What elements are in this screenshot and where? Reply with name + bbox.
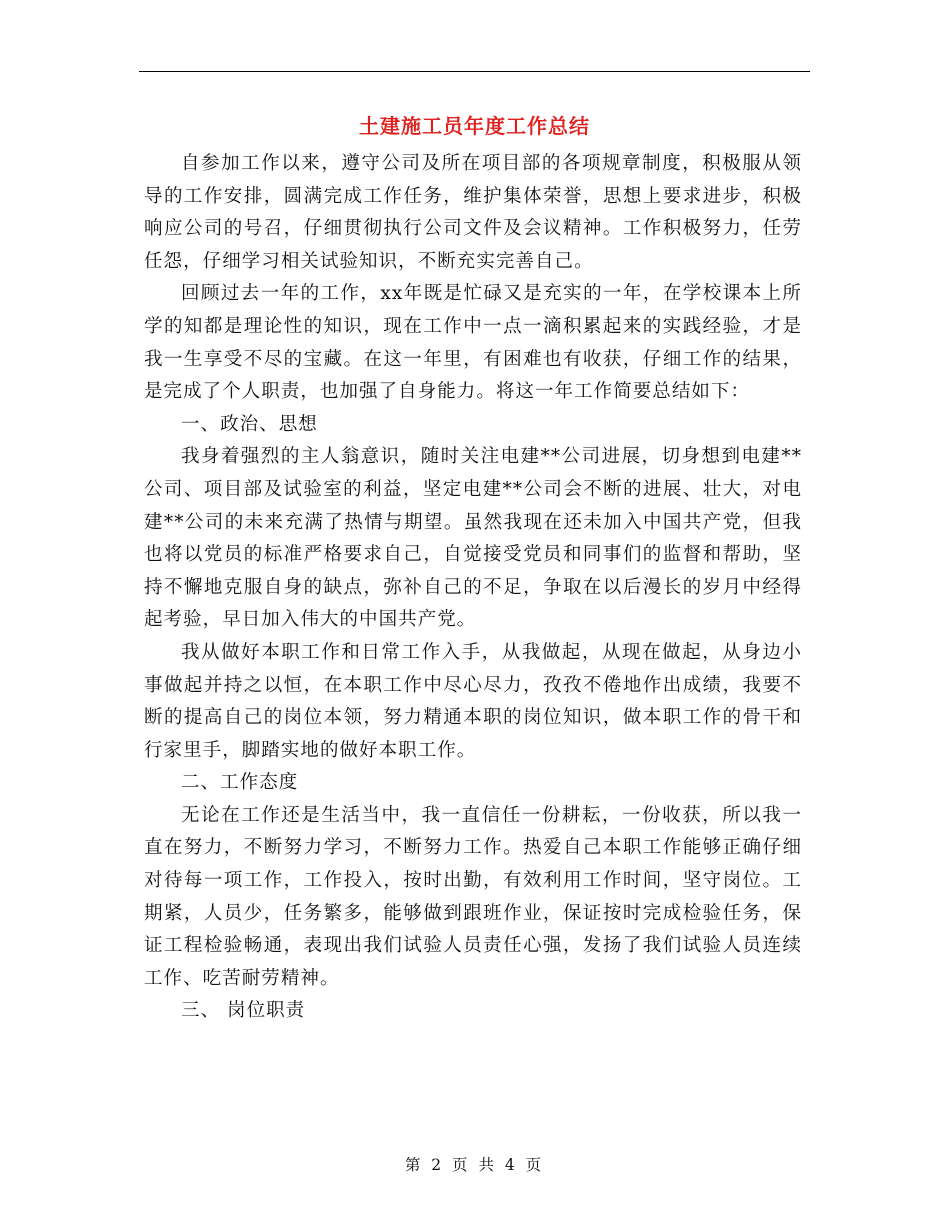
section-heading-politics: 一、政治、思想 [181,413,318,435]
section1-paragraph-1: 我身着强烈的主人翁意识，随时关注电建**公司进展，切身想到电建**公司、项目部及试验室的利益，坚定电建**公司会不断的进展、壮大，对电建**公司的未来充满了热情与期望。虽然我现在还未加入中国共产党，但我也将以党员的标准严格要求自己，自觉接受党员和同事们的监督和帮助，坚持不懈地克服自身的缺点，弥补自己的不足，争取在以后漫长的岁月中经得起考验，早日加入伟大的中国共产党。 [144,446,802,631]
section1-paragraph-2: 我从做好本职工作和日常工作入手，从我做起，从现在做起，从身边小事做起并持之以恒，在本职工作中尽心尽力，孜孜不倦地作出成绩，我要不断的提高自己的岗位本领，努力精通本职的岗位知识，做本职工作的骨干和行家里手，脚踏实地的做好本职工作。 [144,641,802,761]
intro-paragraph-2: 回顾过去一年的工作，xx年既是忙碌又是充实的一年，在学校课本上所学的知都是理论性的知识，现在工作中一点一滴积累起来的实践经验，才是我一生享受不尽的宝藏。在这一年里，有困难也有收获，仔细工作的结果，是完成了个人职责，也加强了自身能力。将这一年工作简要总结如下： [144,283,802,403]
document-title: 土建施工员年度工作总结 [359,114,590,138]
header-rule [139,71,810,72]
section2-paragraph-1: 无论在工作还是生活当中，我一直信任一份耕耘，一份收获，所以我一直在努力，不断努力学习，不断努力工作。热爱自己本职工作能够正确仔细对待每一项工作，工作投入，按时出勤，有效利用工作时间，坚守岗位。工期紧，人员少，任务繁多，能够做到跟班作业，保证按时完成检验任务，保证工程检验畅通，表现出我们试验人员责任心强，发扬了我们试验人员连续工作、吃苦耐劳精神。 [144,804,802,989]
document-body [144,148,802,1028]
page-number: 第 2 页 共 4 页 [404,1156,545,1174]
intro-paragraph-1: 自参加工作以来，遵守公司及所在项目部的各项规章制度，积极服从领导的工作安排，圆满完成工作任务，维护集体荣誉，思想上要求进步，积极响应公司的号召，仔细贯彻执行公司文件及会议精神。工作积极努力，任劳任怨，仔细学习相关试验知识，不断充实完善自己。 [144,153,802,272]
section-heading-attitude: 二、工作态度 [181,772,299,794]
section-heading-duties: 三、 岗位职责 [181,1000,306,1022]
